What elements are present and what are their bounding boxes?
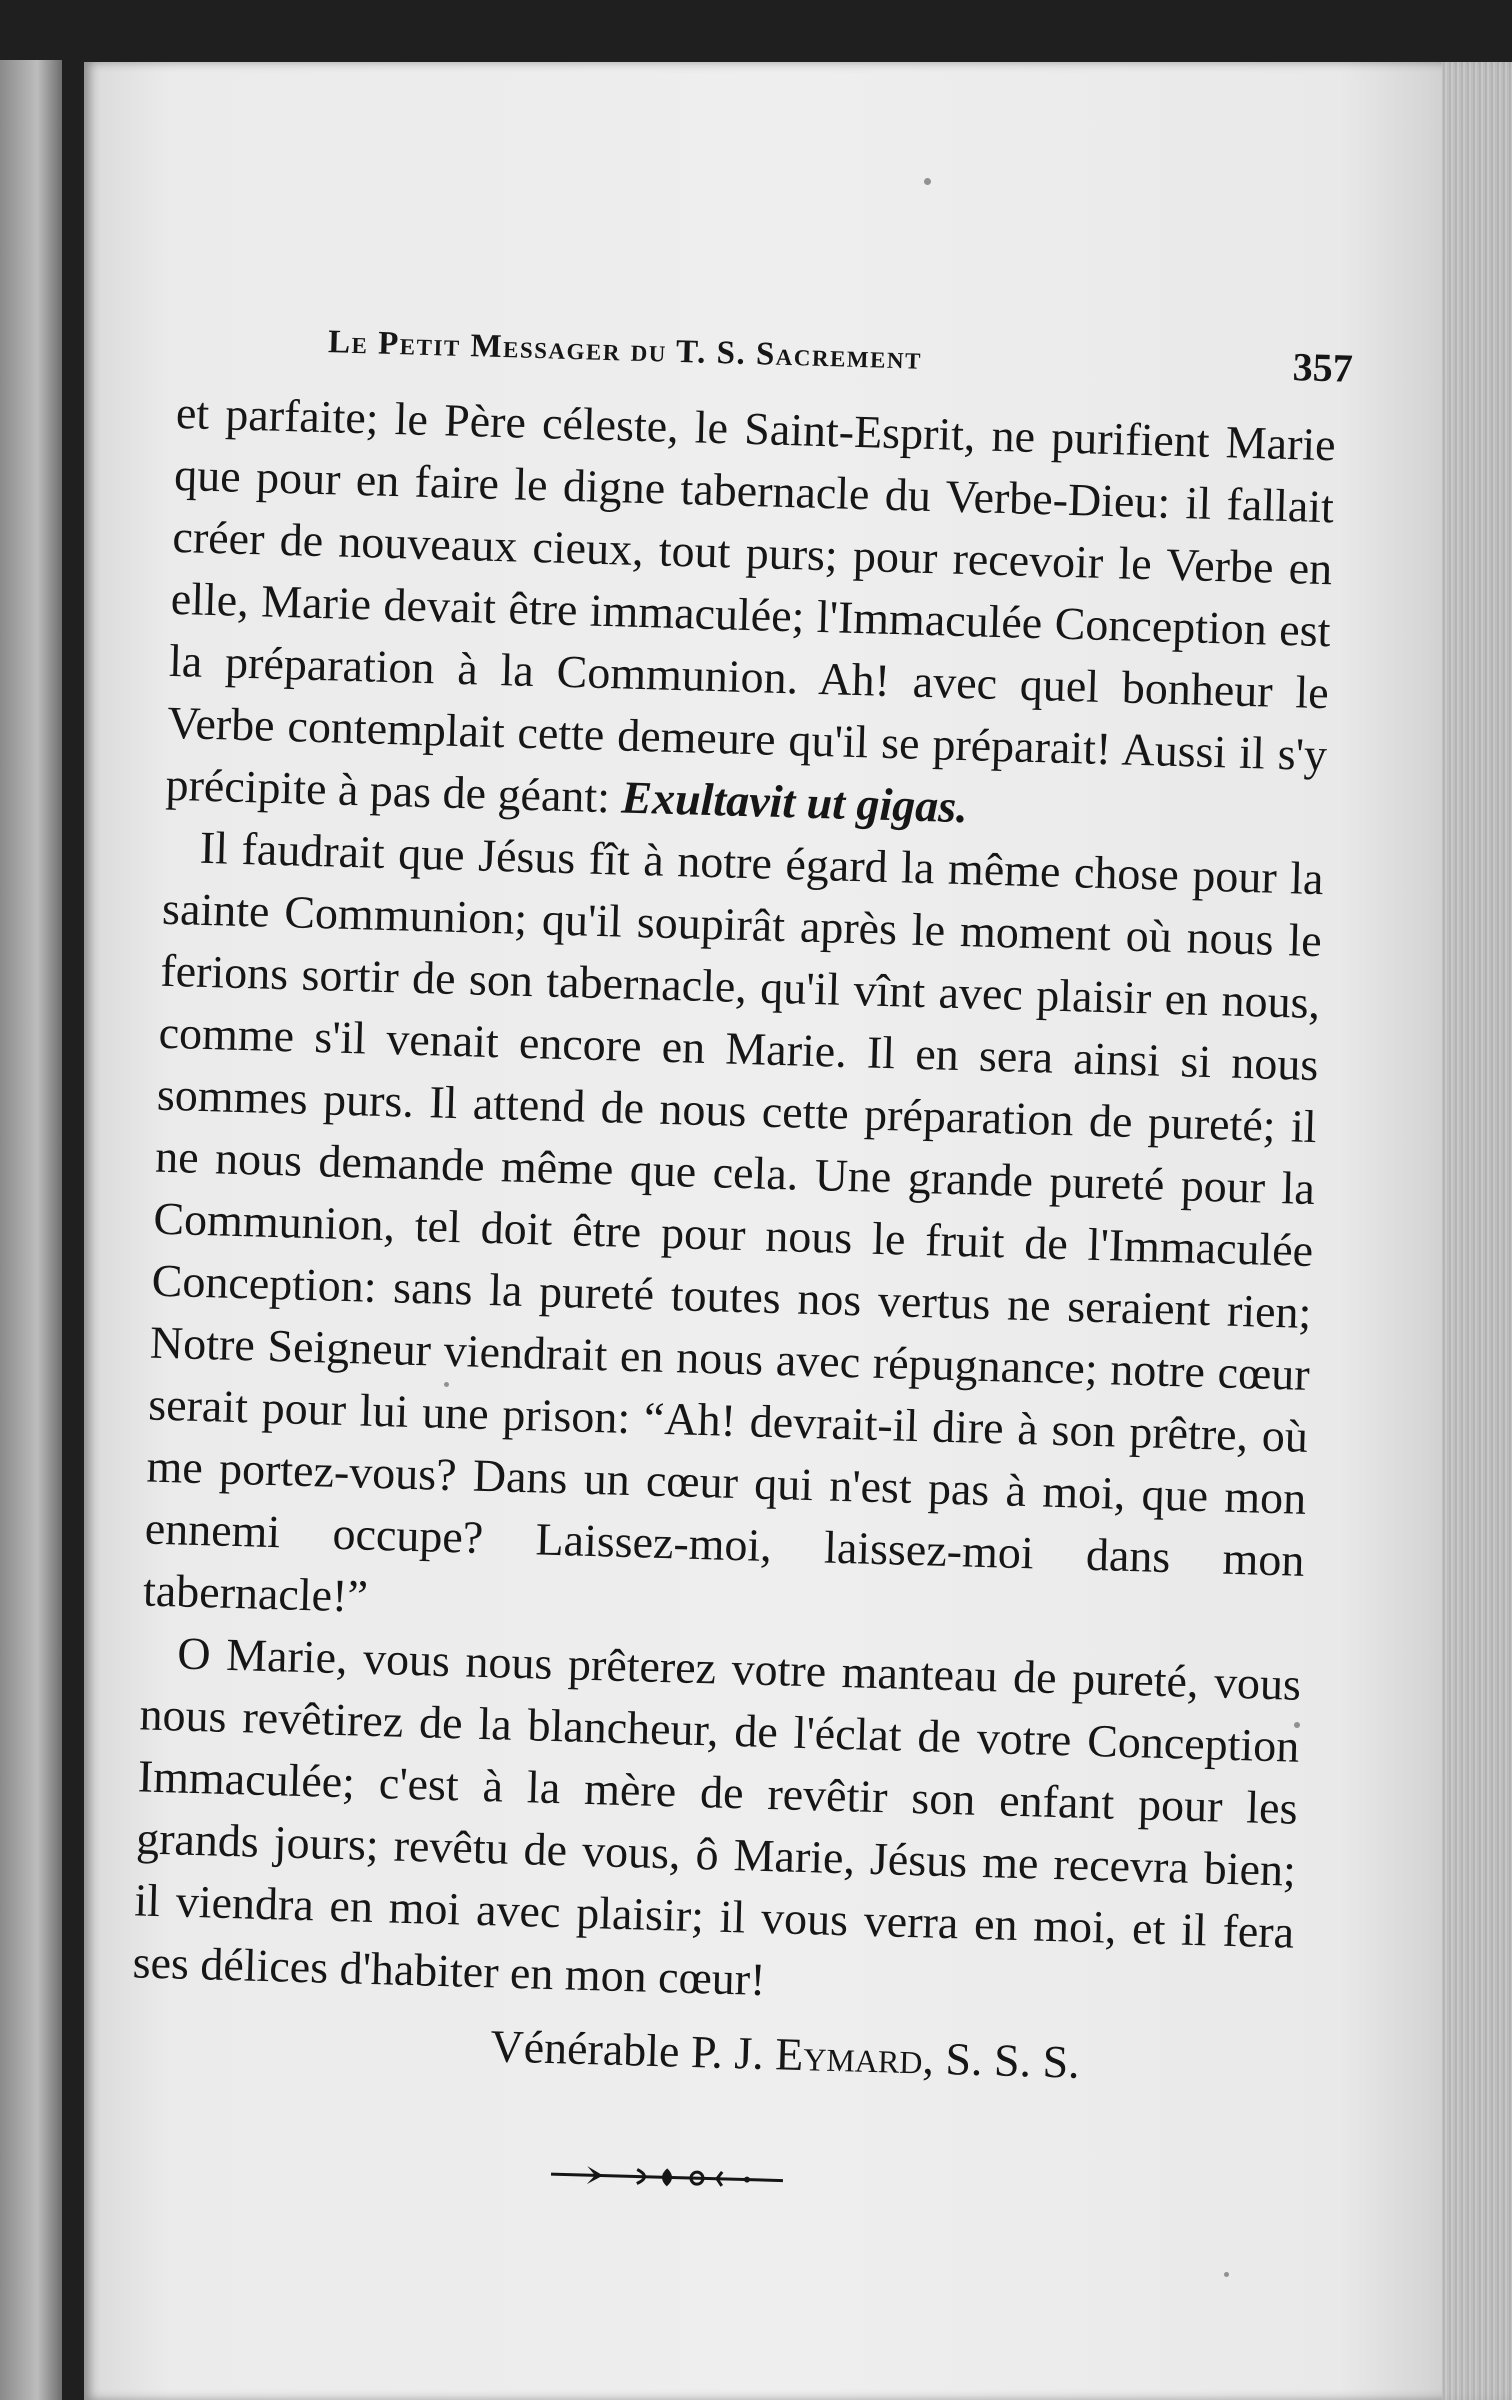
dust-speck (924, 178, 931, 185)
paragraph-1 (165, 382, 1337, 848)
page-number: 357 (1292, 344, 1354, 391)
signature-suffix: , S. S. S. (921, 2032, 1081, 2088)
paragraph-2: Il faudrait que Jésus fît à notre égard la même chose pour la sainte Communion; qu'il soupirât après le moment où nous le ferions sortir de son tabernacle, qu'il vînt avec plaisir en nous, comme s'il venait encore en Marie. Il en sera ainsi si nous sommes purs. Il attend de nous cette préparation de pureté; il ne nous demande même que cela. Une grande pureté pour la Communion, tel doit être pour nous le fruit de l'Immaculée Conception: sans la pureté toutes nos vertus ne seraient rien; Notre Seigneur viendrait en nous avec répugnance; notre cœur serait pour lui une prison: “Ah! devrait-il dire à son prêtre, où me portez-vous? Dans un cœur qui n'est pas à moi, que mon ennemi occupe? Laissez-moi, laissez-moi dans mon tabernacle!” (142, 821, 1325, 1622)
facing-page-edge (0, 60, 62, 2400)
page-content (127, 272, 1354, 2215)
book-page (84, 62, 1512, 2400)
dust-speck (1224, 2272, 1229, 2277)
signature-prefix: Vénérable P. J. (489, 2020, 777, 2080)
paragraph-3: O Marie, vous nous prêterez votre manteau de pureté, vous nous revêtirez de la blancheur, de l'éclat de votre Conception Immaculée; c'est à la mère de revêtir son enfant pour les grands jours; revêtu de vous, ô Marie, Jésus me recevra bien; il viendra en moi avec plaisir; il vous verra en moi, et il fera ses délices d'habiter en mon cœur! (132, 1627, 1302, 2006)
paragraph-1-text: et parfaite; le Père céleste, le Saint-Esprit, ne purifient Marie que pour en faire le digne tabernacle du Verbe-Dieu: il fallait créer de nouveaux cieux, tout purs; pour recevoir le Verbe en elle, Marie devait être immaculée; l'Immaculée Conception est la préparation à la Communion. Ah! avec quel bonheur le Verbe contemplait cette demeure qu'il se préparait! Aussi il s'y précipite à pas de géant: (164, 386, 1337, 823)
signature-name: Eymard (774, 2028, 924, 2084)
page-stack-edge (1442, 62, 1512, 2400)
running-title: Le Petit Messager du T. S. Sacrement (327, 324, 923, 377)
latin-quote: Exultavit ut gigas. (620, 771, 969, 833)
decorative-ornament (547, 2159, 788, 2196)
